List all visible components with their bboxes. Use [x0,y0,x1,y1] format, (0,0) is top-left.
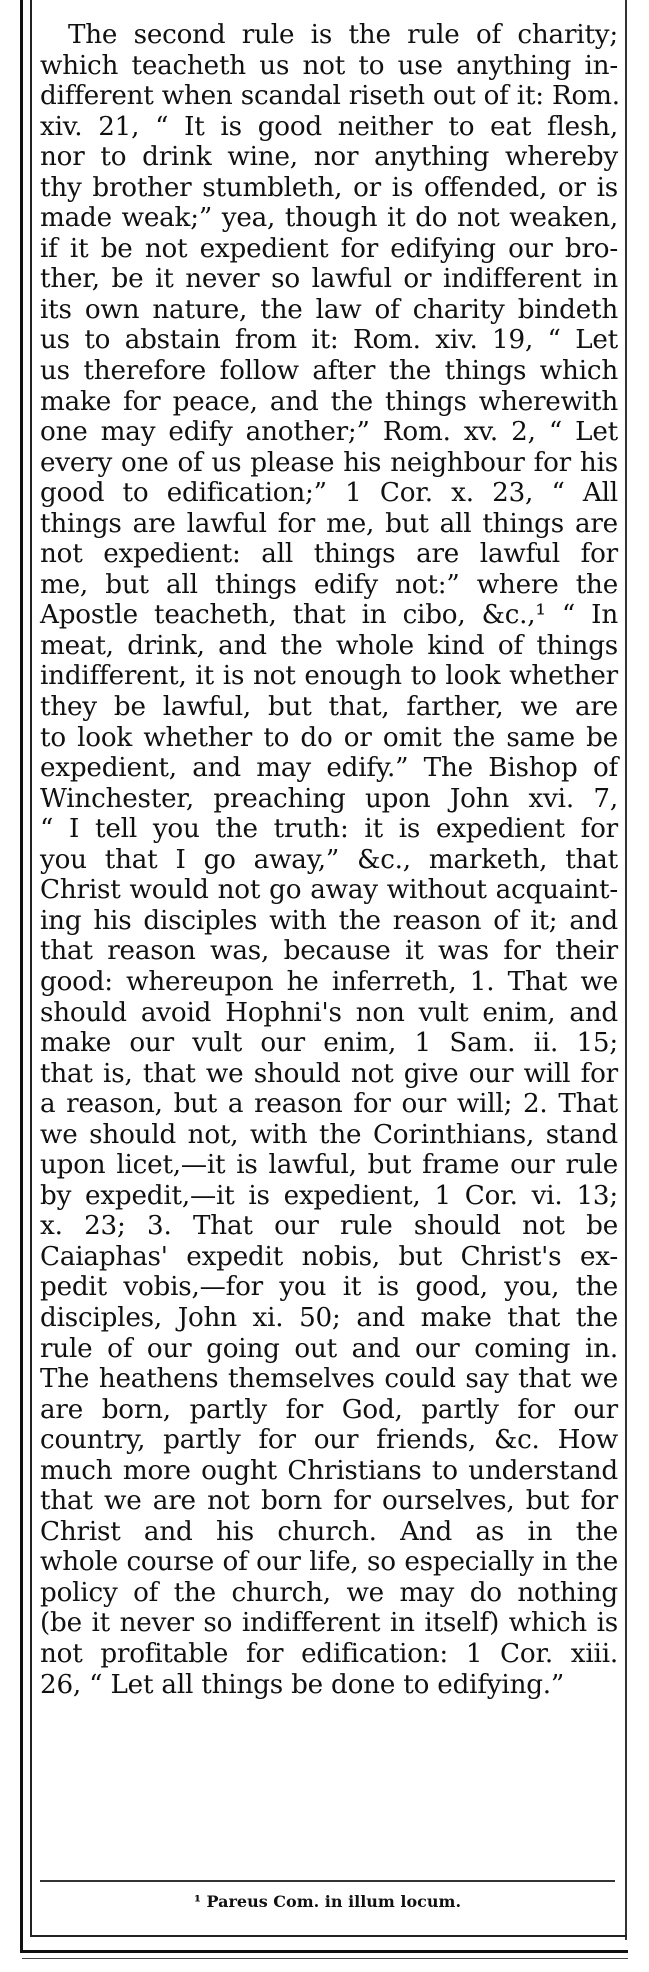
text-line: if it be not expedient for edifying our bro- [40,233,618,264]
page-border-left-outer [20,0,23,1950]
text-line: “ I tell you the truth: it is expedient for [40,814,618,845]
text-line: rule of our going out and our coming in. [40,1333,618,1364]
text-line: that we are not born for ourselves, but for [40,1486,618,1517]
text-line: much more ought Christians to understand [40,1455,618,1486]
text-line: pedit vobis,—for you it is good, you, the [40,1272,618,1303]
text-line: whole course of our life, so especially in the [40,1547,618,1578]
text-line: The heathens themselves could say that we [40,1364,618,1395]
text-line: good to edification;” 1 Cor. x. 23, “ All [40,478,618,509]
text-line: not expedient: all things are lawful for [40,539,618,570]
text-line: us to abstain from it: Rom. xiv. 19, “ Let [40,325,618,356]
text-line: by expedit,—it is expedient, 1 Cor. vi. 13; [40,1180,618,1211]
page-border-bottom-inner [30,1935,627,1937]
page-border-right [625,0,627,1940]
text-line: should avoid Hophni's non vult enim, and [40,997,618,1028]
text-line: one may edify another;” Rom. xv. 2, “ Let [40,417,618,448]
text-line: nor to drink wine, nor anything whereby [40,142,618,173]
text-line: policy of the church, we may do nothing [40,1577,618,1608]
text-line: meat, drink, and the whole kind of things [40,630,618,661]
text-line: disciples, John xi. 50; and make that the [40,1302,618,1333]
text-line: (be it never so indifferent in itself) which is [40,1608,618,1639]
page-border-left-inner [30,0,32,1935]
text-line: make our vult our enim, 1 Sam. ii. 15; [40,1028,618,1059]
text-line: not profitable for edification: 1 Cor. xiii. [40,1638,618,1669]
text-line: things are lawful for me, but all things are [40,508,618,539]
text-line: me, but all things edify not:” where the [40,569,618,600]
text-line: Christ and his church. And as in the [40,1516,618,1547]
text-line: 26, “ Let all things be done to edifying.” [40,1669,565,1700]
text-line: to look whether to do or omit the same be [40,722,618,753]
text-line: made weak;” yea, though it do not weaken, [40,203,618,234]
text-line: Christ would not go away without acquaint- [40,875,618,906]
text-line: a reason, but a reason for our will; 2. That [40,1089,618,1120]
footnote-divider [40,1880,615,1882]
text-line: upon licet,—it is lawful, but frame our rule [40,1150,618,1181]
text-line: that is, that we should not give our will for [40,1058,618,1089]
page-border-bottom-hairline [22,1958,628,1959]
text-line: you that I go away,” &c., marketh, that [40,844,618,875]
footnote: ¹ Pareus Com. in illum locum. [193,1892,462,1911]
body-paragraph [40,20,618,1700]
text-line: us therefore follow after the things which [40,356,618,387]
text-line: Caiaphas' expedit nobis, but Christ's ex- [40,1241,618,1272]
text-line: x. 23; 3. That our rule should not be [40,1211,618,1242]
text-line: they be lawful, but that, farther, we are [40,692,618,723]
page-border-bottom-outer [20,1950,628,1953]
text-line: every one of us please his neighbour for his [40,447,618,478]
text-line: Apostle teacheth, that in cibo, &c.,¹ “ In [40,600,618,631]
text-line: different when scandal riseth out of it: Rom. [40,81,620,112]
text-line: indifferent, it is not enough to look whether [40,661,618,692]
text-line: thy brother stumbleth, or is offended, or is [40,172,618,203]
text-line: xiv. 21, “ It is good neither to eat flesh, [40,111,618,142]
text-line: Winchester, preaching upon John xvi. 7, [40,783,618,814]
text-line: that reason was, because it was for their [40,936,618,967]
text-line: expedient, and may edify.” The Bishop of [40,753,618,784]
text-line: good: whereupon he inferreth, 1. That we [40,966,618,997]
text-line: we should not, with the Corinthians, stand [40,1119,618,1150]
text-line: ther, be it never so lawful or indifferent in [40,264,618,295]
text-line: country, partly for our friends, &c. How [40,1425,618,1456]
text-line: are born, partly for God, partly for our [40,1394,618,1425]
text-line: which teacheth us not to use anything in- [40,50,618,81]
text-line: make for peace, and the things wherewith [40,386,618,417]
text-line: The second rule is the rule of charity; [68,20,618,50]
text-line: its own nature, the law of charity bindeth [40,294,618,325]
text-line: ing his disciples with the reason of it; and [40,905,618,936]
